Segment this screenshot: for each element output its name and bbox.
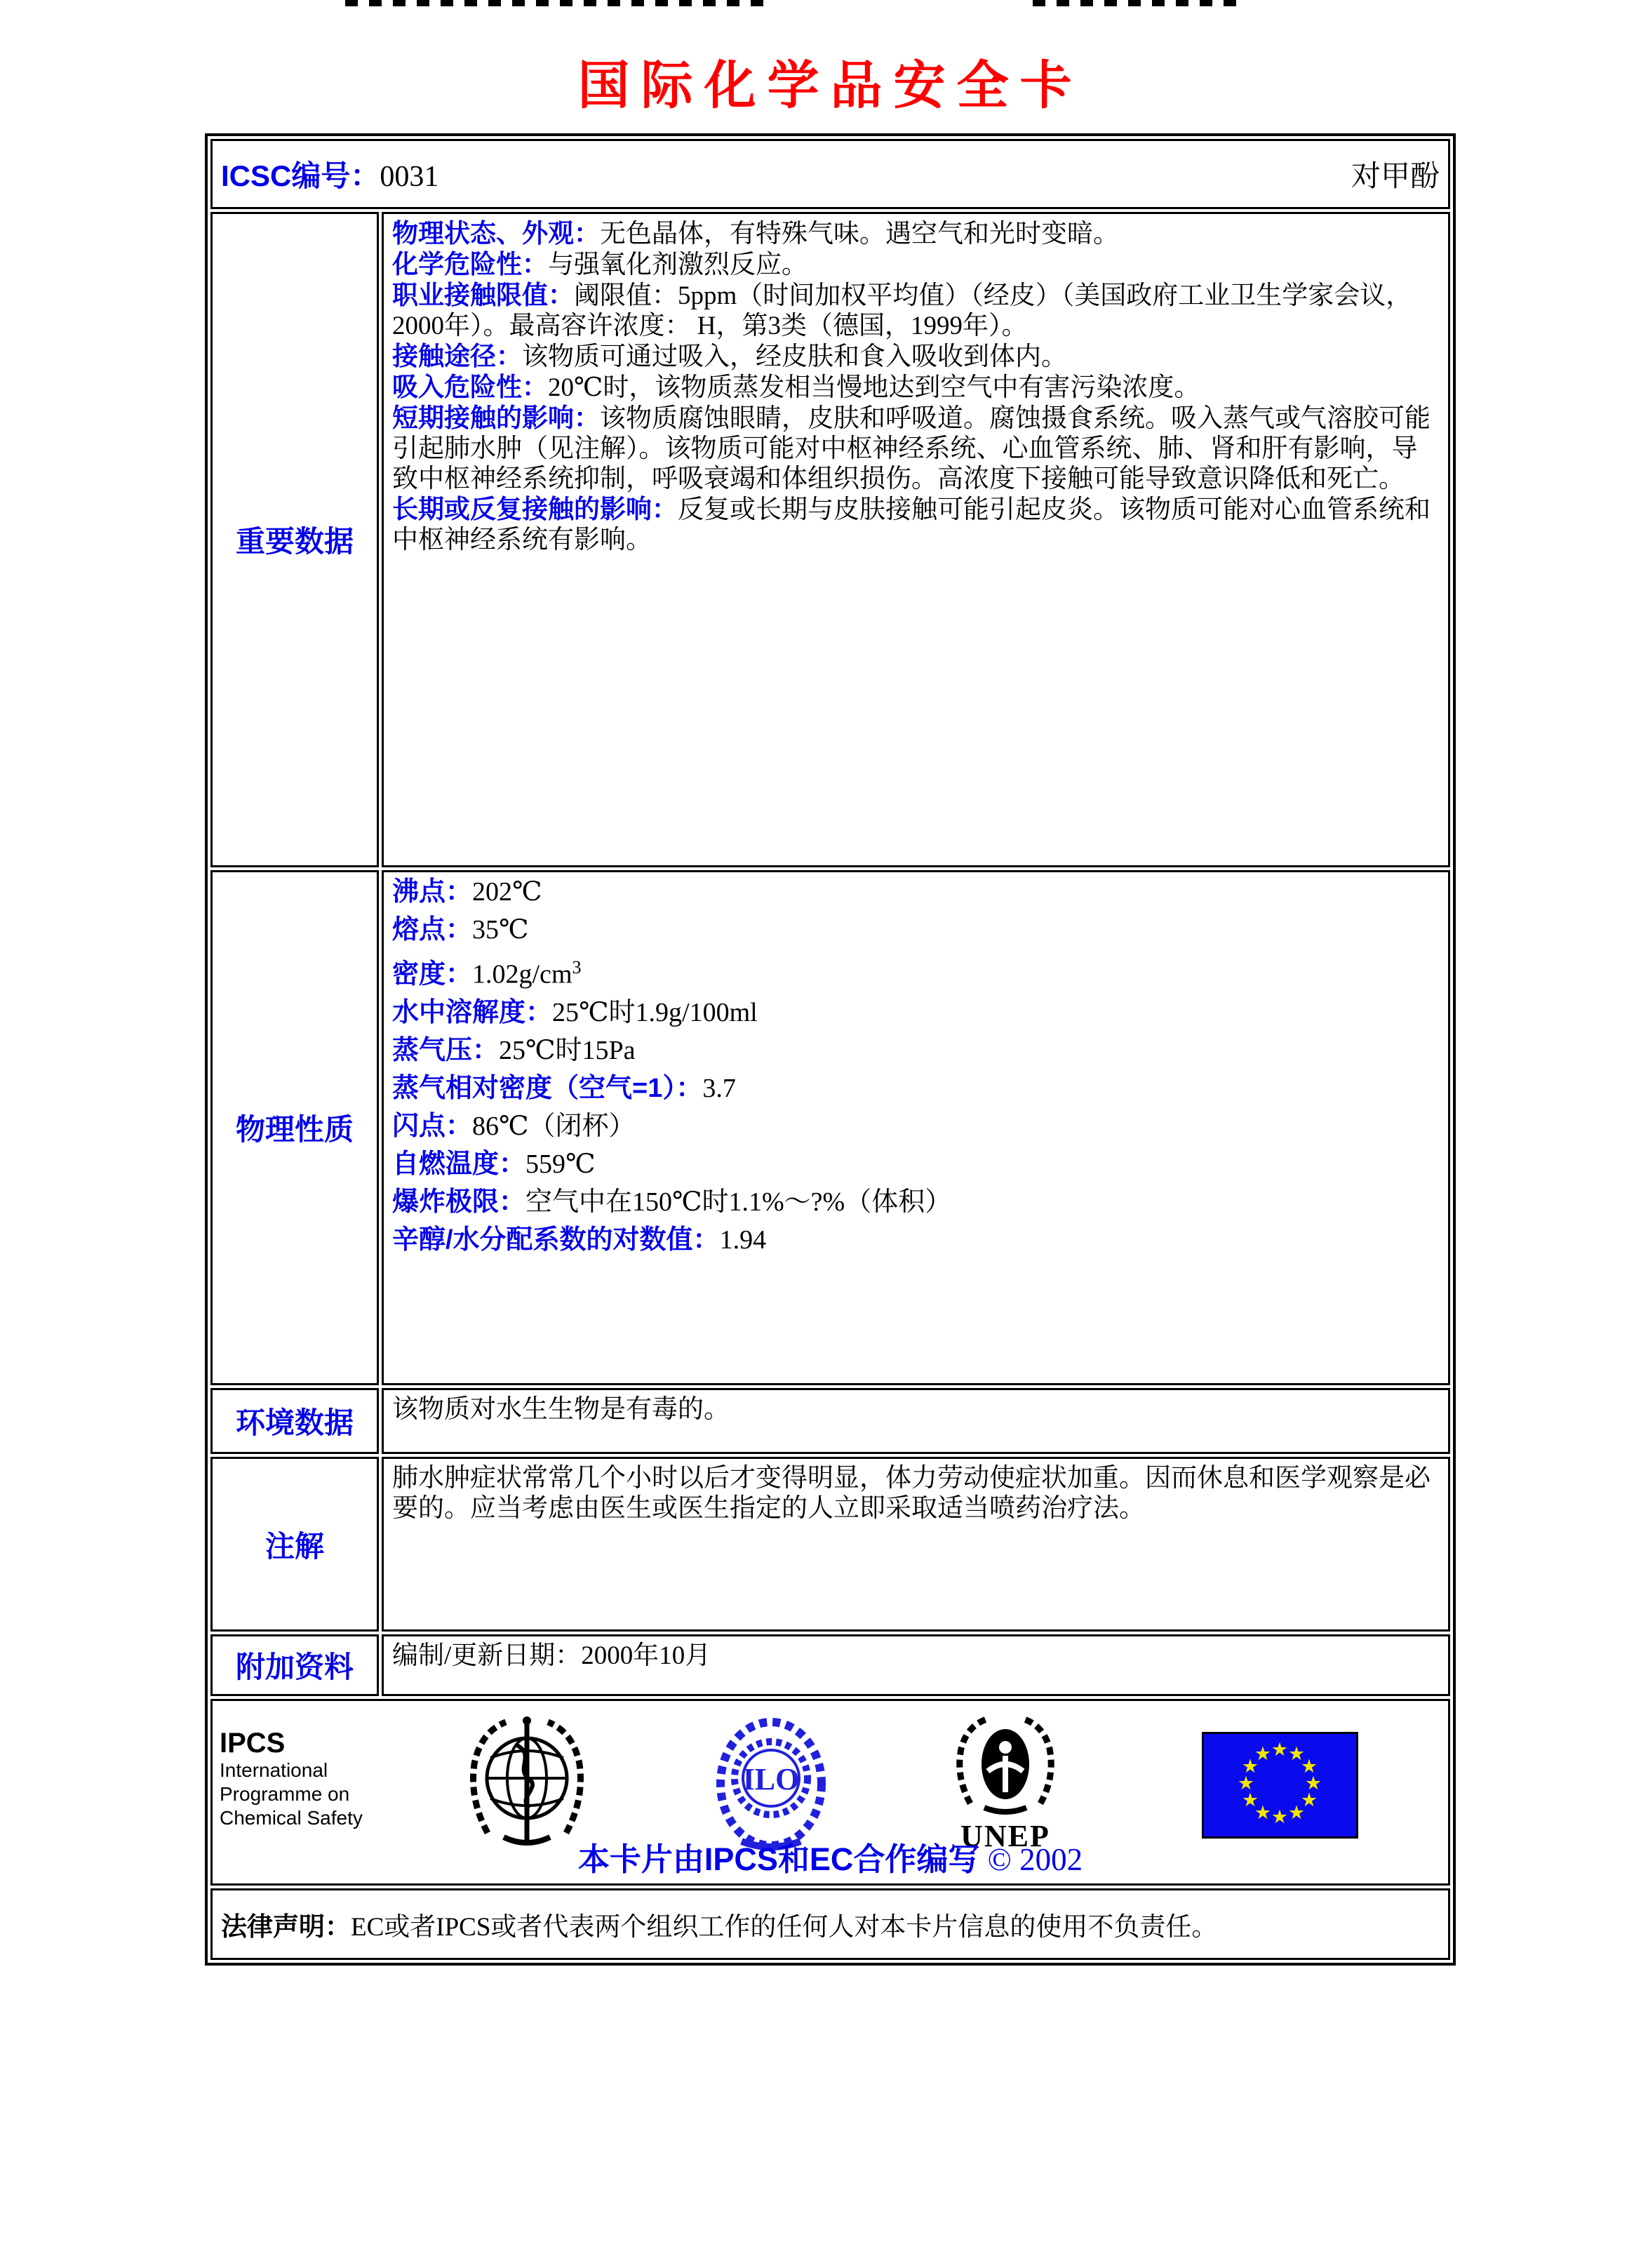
section-content-important-data	[382, 212, 1450, 867]
physical-item: 自燃温度：559℃	[392, 1149, 596, 1179]
section-label-important-data: 重要数据	[210, 212, 379, 867]
legal-notice-label: 法律声明：	[221, 1912, 351, 1941]
section-label-environmental-data: 环境数据	[210, 1388, 379, 1454]
table-row-icsc-number	[210, 139, 1450, 209]
credit-text: 本卡片由IPCS和EC合作编写	[577, 1841, 980, 1877]
section-label-physical-properties: 物理性质	[210, 870, 379, 1385]
table-row-environmental-data	[210, 1388, 1450, 1454]
icsc-number-value: 0031	[380, 161, 439, 193]
eu-flag-icon	[1202, 1732, 1358, 1839]
clipped-header-text-right	[1033, 0, 1236, 6]
table-row-additional-info	[210, 1634, 1450, 1696]
icsc-number	[221, 153, 438, 195]
physical-item: 密度：$1.02g/cm^3$	[392, 957, 582, 989]
table-row-physical-properties	[210, 870, 1450, 1385]
section-content-additional-info: 编制/更新日期：2000年10月	[382, 1634, 1450, 1696]
icsc-card-table	[205, 133, 1456, 1966]
credit-line	[213, 1834, 1448, 1879]
physical-item: 蒸气相对密度（空气=1）：3.7	[392, 1073, 736, 1103]
table-row-important-data	[210, 212, 1450, 867]
ipcs-text-block: IPCS International Programme on Chemical Safety	[220, 1728, 363, 1829]
legal-notice	[221, 1905, 1440, 1943]
credit-copyright: © 2002	[987, 1842, 1083, 1877]
section-content-physical-properties	[382, 870, 1450, 1385]
physical-item: 闪点：86℃（闭杯）	[392, 1111, 636, 1141]
table-row-legal-notice	[210, 1888, 1450, 1960]
ilo-letters: ILO	[742, 1762, 800, 1796]
important-item: 职业接触限值：阈限值：5ppm（时间加权平均值）（经皮）（美国政府工业卫生学家会议，2000年）。最高容许浓度： H，第3类（德国，1999年）。	[392, 281, 1412, 340]
important-item: 短期接触的影响：该物质腐蚀眼睛，皮肤和呼吸道。腐蚀摄食系统。吸入蒸气或气溶胶可能引起肺水肿（见注解）。该物质可能对中枢神经系统、心血管系统、肺、肾和肝有影响，导致中枢神经系统抑制，呼吸衰竭和体组织损伤。高浓度下接触可能导致意识降低和死亡。	[392, 403, 1431, 493]
physical-item: 水中溶解度：25℃时1.9g/100ml	[392, 997, 758, 1027]
physical-item: 熔点：35℃	[392, 915, 529, 945]
section-label-notes: 注解	[210, 1457, 379, 1632]
table-row-notes	[210, 1457, 1450, 1632]
physical-item: 沸点：202℃	[392, 877, 542, 907]
physical-item: 蒸气压：25℃时15Pa	[392, 1035, 636, 1065]
clipped-header-text-left	[345, 0, 766, 6]
unep-label: UNEP	[960, 1819, 1050, 1853]
important-item: 化学危险性：与强氧化剂激烈反应。	[392, 250, 808, 279]
section-label-additional-info: 附加资料	[210, 1634, 379, 1696]
chemical-name: 对甲酚	[1351, 161, 1440, 193]
unep-logo-block	[953, 1714, 1058, 1852]
important-item: 物理状态、外观：无色晶体，有特殊气味。遇空气和光时变暗。	[392, 219, 1119, 248]
ipcs-acronym: IPCS	[220, 1728, 286, 1759]
section-content-notes: 肺水肿症状常常几个小时以后才变得明显，体力劳动使症状加重。因而休息和医学观察是必要的。应当考虑由医生或医生指定的人立即采取适当喷药治疗法。	[382, 1457, 1450, 1632]
page-title: 国际化学品安全卡	[577, 55, 1083, 116]
important-item: 长期或反复接触的影响：反复或长期与皮肤接触可能引起皮炎。该物质可能对心血管系统和中枢神经系统有影响。	[392, 495, 1431, 554]
physical-item: 辛醇/水分配系数的对数值：1.94	[392, 1225, 767, 1255]
legal-notice-text: EC或者IPCS或者代表两个组织工作的任何人对本卡片信息的使用不负责任。	[351, 1913, 1218, 1942]
physical-item: 爆炸极限：空气中在150℃时1.1%～?%（体积）	[392, 1187, 952, 1217]
ilo-logo-icon	[712, 1718, 830, 1853]
section-content-environmental-data: 该物质对水生生物是有毒的。	[382, 1388, 1450, 1454]
table-row-footer-logos	[210, 1699, 1450, 1886]
unep-logo-icon	[953, 1714, 1058, 1817]
important-item: 接触途径：该物质可通过吸入，经皮肤和食入吸收到体内。	[392, 342, 1067, 371]
important-item: 吸入危险性：20℃时，该物质蒸发相当慢地达到空气中有害污染浓度。	[392, 373, 1200, 402]
icsc-number-label: ICSC编号：	[221, 159, 380, 192]
